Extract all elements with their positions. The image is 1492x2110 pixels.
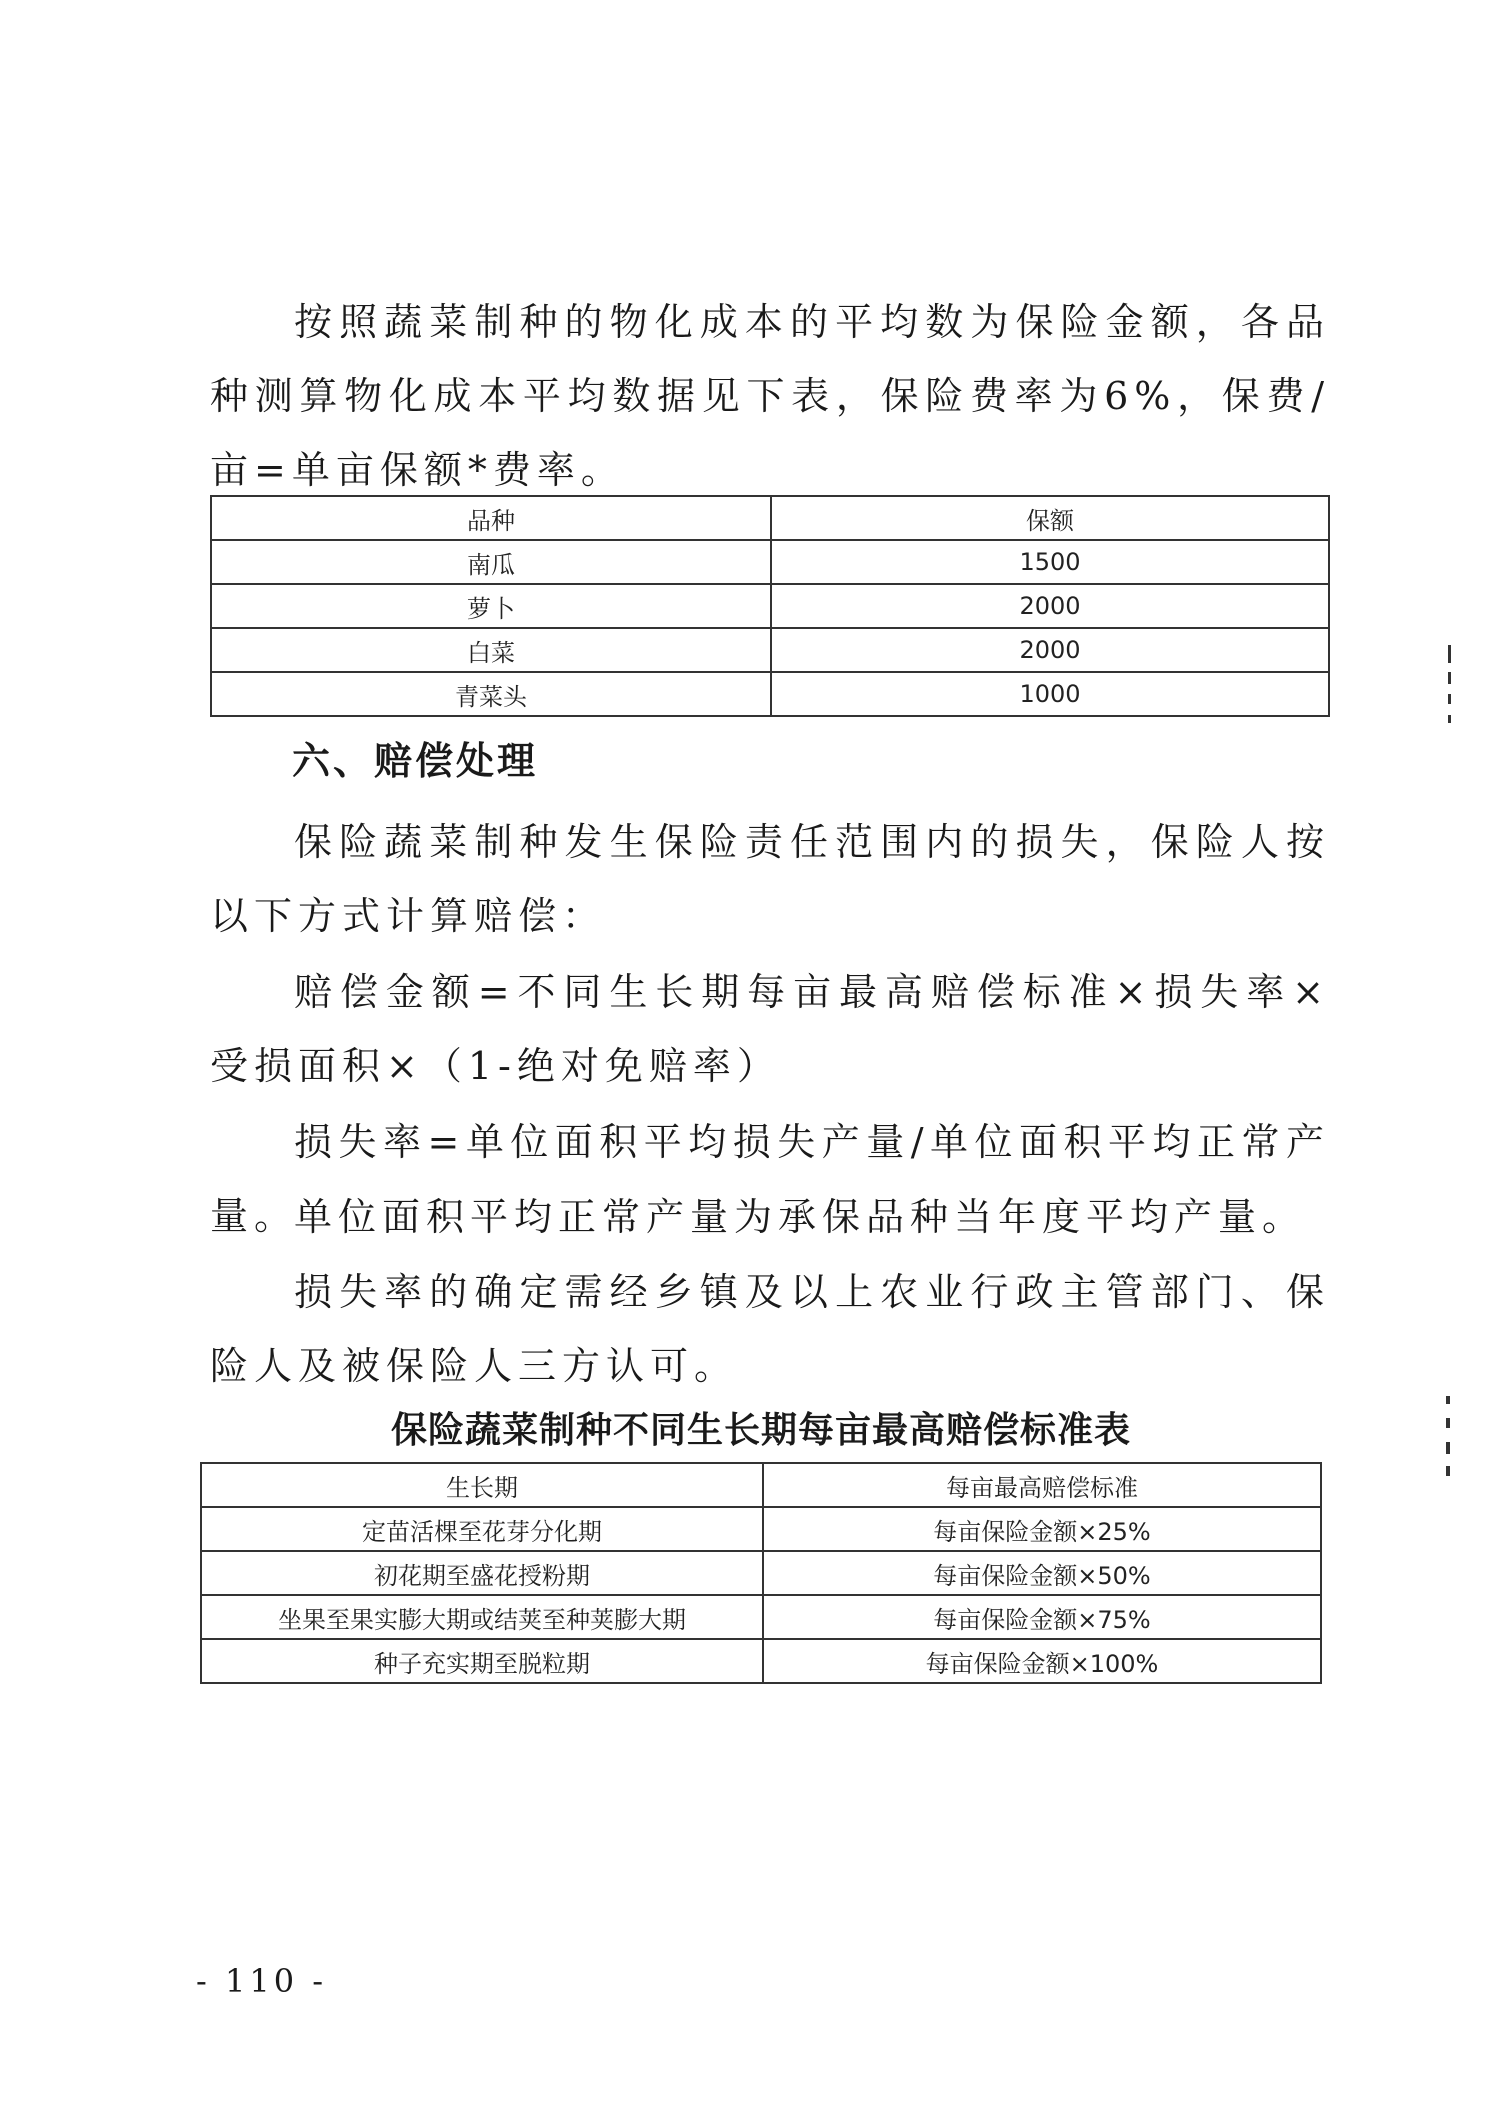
header-variety: 品种 [211, 496, 771, 540]
scan-mark [1448, 715, 1451, 723]
scan-mark [1446, 1396, 1450, 1404]
table-cell: 坐果至果实膨大期或结荚至种荚膨大期 [201, 1595, 763, 1639]
scan-mark [1446, 1418, 1450, 1428]
table-cell: 2000 [771, 628, 1329, 672]
table-cell: 每亩保险金额×25% [763, 1507, 1321, 1551]
table-row [211, 672, 1329, 716]
section-heading: 六、赔偿处理 [292, 739, 539, 783]
table-cell: 青菜头 [211, 672, 771, 716]
table-cell: 种子充实期至脱粒期 [201, 1639, 763, 1683]
intro-paragraph [210, 285, 1330, 507]
page-number: - 110 - [196, 1962, 328, 2000]
table-row [211, 540, 1329, 584]
scan-mark [1448, 694, 1451, 704]
table-header-row [211, 496, 1329, 540]
table-cell: 每亩保险金额×100% [763, 1639, 1321, 1683]
compensation-paragraph-5: 损失率的确定需经乡镇及以上农业行政主管部门、保险人及被保险人三方认可。 [210, 1270, 1330, 1388]
scan-mark [1448, 672, 1451, 684]
table-cell: 2000 [771, 584, 1329, 628]
table-cell: 白菜 [211, 628, 771, 672]
table-cell: 初花期至盛花授粉期 [201, 1551, 763, 1595]
table-cell: 萝卜 [211, 584, 771, 628]
table-title: 保险蔬菜制种不同生长期每亩最高赔偿标准表 [390, 1410, 1131, 1451]
table-row [201, 1639, 1321, 1683]
table-cell: 1000 [771, 672, 1329, 716]
compensation-standard-table [200, 1462, 1322, 1684]
table-cell: 定苗活棵至花芽分化期 [201, 1507, 763, 1551]
scan-mark [1446, 1466, 1450, 1476]
scan-mark [1446, 1442, 1450, 1454]
header-max-standard: 每亩最高赔偿标准 [763, 1463, 1321, 1507]
table-cell: 南瓜 [211, 540, 771, 584]
table-cell: 1500 [771, 540, 1329, 584]
table-cell: 每亩保险金额×75% [763, 1595, 1321, 1639]
intro-text: 按照蔬菜制种的物化成本的平均数为保险金额，各品种测算物化成本平均数据见下表，保险费率为6%，保费/亩=单亩保额*费率。 [210, 300, 1330, 492]
compensation-paragraph-2: 赔偿金额=不同生长期每亩最高赔偿标准×损失率×受损面积×（1-绝对免赔率） [210, 970, 1330, 1088]
compensation-paragraph-3: 损失率=单位面积平均损失产量/单位面积平均正常产量。 [210, 1120, 1330, 1238]
table-header-row [201, 1463, 1321, 1507]
table-cell: 每亩保险金额×50% [763, 1551, 1321, 1595]
table-row [201, 1551, 1321, 1595]
header-amount: 保额 [771, 496, 1329, 540]
scan-mark [1448, 645, 1451, 663]
compensation-paragraph-4: 单位面积平均正常产量为承保品种当年度平均产量。 [294, 1195, 1307, 1239]
table-row [201, 1507, 1321, 1551]
header-growth-stage: 生长期 [201, 1463, 763, 1507]
table-row [211, 628, 1329, 672]
compensation-paragraph-1: 保险蔬菜制种发生保险责任范围内的损失，保险人按以下方式计算赔偿： [210, 820, 1330, 938]
table-row [211, 584, 1329, 628]
insurance-amount-table [210, 495, 1330, 717]
table-row [201, 1595, 1321, 1639]
